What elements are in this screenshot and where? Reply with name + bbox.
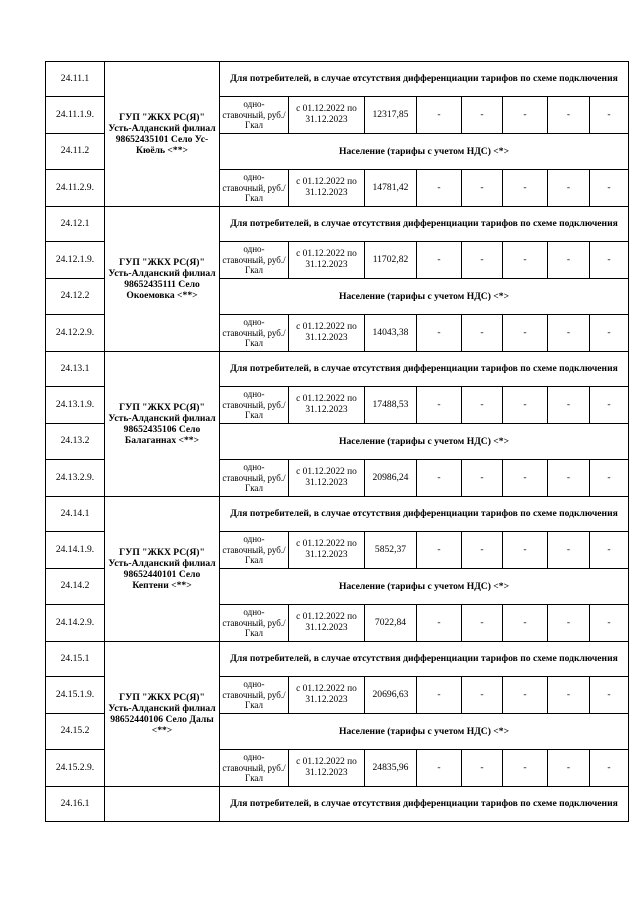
- tariff-value-cell: 20696,63: [365, 677, 417, 714]
- tariff-table-body: [46, 62, 629, 822]
- row-code: 24.13.1.9.: [46, 387, 105, 424]
- dash-cell: -: [462, 170, 503, 207]
- consumers-note: Для потребителей, в случае отсутствия дифференциации тарифов по схеме подключения: [220, 352, 629, 387]
- dash-cell: -: [503, 605, 548, 642]
- organization-cell: ГУП "ЖКХ РС(Я)" Усть-Алданский филиал 98652435106 Село Балаганнах <**>: [105, 352, 220, 497]
- dash-cell: -: [548, 97, 590, 134]
- tariff-value-cell: 12317,85: [365, 97, 417, 134]
- rate-type-cell: одно-ставочный, руб./Гкал: [220, 677, 289, 714]
- dash-cell: -: [462, 532, 503, 569]
- consumers-note: Для потребителей, в случае отсутствия дифференциации тарифов по схеме подключения: [220, 787, 629, 822]
- row-code: 24.14.2: [46, 569, 105, 605]
- dash-cell: -: [590, 460, 629, 497]
- dash-cell: -: [503, 97, 548, 134]
- dash-cell: -: [462, 97, 503, 134]
- dash-cell: -: [417, 605, 462, 642]
- period-cell: с 01.12.2022 по 31.12.2023: [289, 460, 365, 497]
- row-code: 24.12.1: [46, 207, 105, 242]
- dash-cell: -: [548, 532, 590, 569]
- period-cell: с 01.12.2022 по 31.12.2023: [289, 750, 365, 787]
- consumers-note: Для потребителей, в случае отсутствия дифференциации тарифов по схеме подключения: [220, 497, 629, 532]
- row-code: 24.14.1: [46, 497, 105, 532]
- row-code: 24.11.2: [46, 134, 105, 170]
- dash-cell: -: [462, 242, 503, 279]
- organization-cell: ГУП "ЖКХ РС(Я)" Усть-Алданский филиал 98652435101 Село Ус-Кюёль <**>: [105, 62, 220, 207]
- dash-cell: -: [462, 315, 503, 352]
- dash-cell: -: [548, 170, 590, 207]
- dash-cell: -: [548, 242, 590, 279]
- dash-cell: -: [503, 750, 548, 787]
- table-row: [46, 787, 629, 822]
- row-code: 24.12.2.9.: [46, 315, 105, 352]
- dash-cell: -: [417, 387, 462, 424]
- row-code: 24.11.1.9.: [46, 97, 105, 134]
- dash-cell: -: [503, 170, 548, 207]
- row-code: 24.11.2.9.: [46, 170, 105, 207]
- dash-cell: -: [503, 315, 548, 352]
- tariff-value-cell: 14043,38: [365, 315, 417, 352]
- rate-type-cell: одно-ставочный, руб./Гкал: [220, 605, 289, 642]
- row-code: 24.15.1: [46, 642, 105, 677]
- dash-cell: -: [417, 532, 462, 569]
- tariff-table: [45, 61, 629, 822]
- dash-cell: -: [503, 460, 548, 497]
- tariff-value-cell: 5852,37: [365, 532, 417, 569]
- row-code: 24.14.1.9.: [46, 532, 105, 569]
- table-row: [46, 497, 629, 532]
- organization-cell: ГУП "ЖКХ РС(Я)" Усть-Алданский филиал 98652440101 Село Кептени <**>: [105, 497, 220, 642]
- dash-cell: -: [503, 242, 548, 279]
- row-code: 24.13.1: [46, 352, 105, 387]
- row-code: 24.15.2: [46, 714, 105, 750]
- dash-cell: -: [503, 387, 548, 424]
- table-row: [46, 207, 629, 242]
- dash-cell: -: [548, 460, 590, 497]
- period-cell: с 01.12.2022 по 31.12.2023: [289, 170, 365, 207]
- dash-cell: -: [590, 170, 629, 207]
- dash-cell: -: [462, 750, 503, 787]
- organization-cell: ГУП "ЖКХ РС(Я)" Усть-Алданский филиал 98652440106 Село Далы <**>: [105, 642, 220, 787]
- table-row: [46, 62, 629, 97]
- row-code: 24.15.1.9.: [46, 677, 105, 714]
- dash-cell: -: [548, 315, 590, 352]
- dash-cell: -: [548, 750, 590, 787]
- dash-cell: -: [590, 750, 629, 787]
- dash-cell: -: [462, 677, 503, 714]
- consumers-note: Для потребителей, в случае отсутствия дифференциации тарифов по схеме подключения: [220, 207, 629, 242]
- dash-cell: -: [590, 242, 629, 279]
- period-cell: с 01.12.2022 по 31.12.2023: [289, 605, 365, 642]
- rate-type-cell: одно-ставочный, руб./Гкал: [220, 170, 289, 207]
- table-row: [46, 642, 629, 677]
- dash-cell: -: [548, 605, 590, 642]
- tariff-value-cell: 20986,24: [365, 460, 417, 497]
- rate-type-cell: одно-ставочный, руб./Гкал: [220, 532, 289, 569]
- row-code: 24.14.2.9.: [46, 605, 105, 642]
- dash-cell: -: [590, 315, 629, 352]
- dash-cell: -: [590, 605, 629, 642]
- dash-cell: -: [417, 170, 462, 207]
- dash-cell: -: [417, 677, 462, 714]
- dash-cell: -: [590, 532, 629, 569]
- consumers-note: Для потребителей, в случае отсутствия дифференциации тарифов по схеме подключения: [220, 62, 629, 97]
- dash-cell: -: [462, 605, 503, 642]
- row-code: 24.12.1.9.: [46, 242, 105, 279]
- population-note: Население (тарифы с учетом НДС) <*>: [220, 279, 629, 315]
- period-cell: с 01.12.2022 по 31.12.2023: [289, 315, 365, 352]
- tariff-value-cell: 24835,96: [365, 750, 417, 787]
- dash-cell: -: [548, 677, 590, 714]
- organization-cell: ГУП "ЖКХ РС(Я)" Усть-Алданский филиал 98652435111 Село Окоемовка <**>: [105, 207, 220, 352]
- organization-cell: [105, 787, 220, 822]
- dash-cell: -: [503, 532, 548, 569]
- period-cell: с 01.12.2022 по 31.12.2023: [289, 387, 365, 424]
- dash-cell: -: [462, 387, 503, 424]
- tariff-value-cell: 11702,82: [365, 242, 417, 279]
- population-note: Население (тарифы с учетом НДС) <*>: [220, 714, 629, 750]
- period-cell: с 01.12.2022 по 31.12.2023: [289, 677, 365, 714]
- table-row: [46, 352, 629, 387]
- period-cell: с 01.12.2022 по 31.12.2023: [289, 532, 365, 569]
- dash-cell: -: [548, 387, 590, 424]
- tariff-value-cell: 7022,84: [365, 605, 417, 642]
- period-cell: с 01.12.2022 по 31.12.2023: [289, 97, 365, 134]
- population-note: Население (тарифы с учетом НДС) <*>: [220, 134, 629, 170]
- rate-type-cell: одно-ставочный, руб./Гкал: [220, 97, 289, 134]
- row-code: 24.15.2.9.: [46, 750, 105, 787]
- dash-cell: -: [462, 460, 503, 497]
- dash-cell: -: [417, 242, 462, 279]
- rate-type-cell: одно-ставочный, руб./Гкал: [220, 460, 289, 497]
- dash-cell: -: [503, 677, 548, 714]
- row-code: 24.13.2: [46, 424, 105, 460]
- rate-type-cell: одно-ставочный, руб./Гкал: [220, 387, 289, 424]
- tariff-value-cell: 14781,42: [365, 170, 417, 207]
- dash-cell: -: [590, 387, 629, 424]
- dash-cell: -: [590, 677, 629, 714]
- dash-cell: -: [417, 460, 462, 497]
- population-note: Население (тарифы с учетом НДС) <*>: [220, 424, 629, 460]
- dash-cell: -: [417, 97, 462, 134]
- rate-type-cell: одно-ставочный, руб./Гкал: [220, 242, 289, 279]
- row-code: 24.16.1: [46, 787, 105, 822]
- rate-type-cell: одно-ставочный, руб./Гкал: [220, 315, 289, 352]
- row-code: 24.13.2.9.: [46, 460, 105, 497]
- population-note: Население (тарифы с учетом НДС) <*>: [220, 569, 629, 605]
- row-code: 24.12.2: [46, 279, 105, 315]
- consumers-note: Для потребителей, в случае отсутствия дифференциации тарифов по схеме подключения: [220, 642, 629, 677]
- dash-cell: -: [417, 750, 462, 787]
- dash-cell: -: [417, 315, 462, 352]
- period-cell: с 01.12.2022 по 31.12.2023: [289, 242, 365, 279]
- tariff-value-cell: 17488,53: [365, 387, 417, 424]
- row-code: 24.11.1: [46, 62, 105, 97]
- rate-type-cell: одно-ставочный, руб./Гкал: [220, 750, 289, 787]
- dash-cell: -: [590, 97, 629, 134]
